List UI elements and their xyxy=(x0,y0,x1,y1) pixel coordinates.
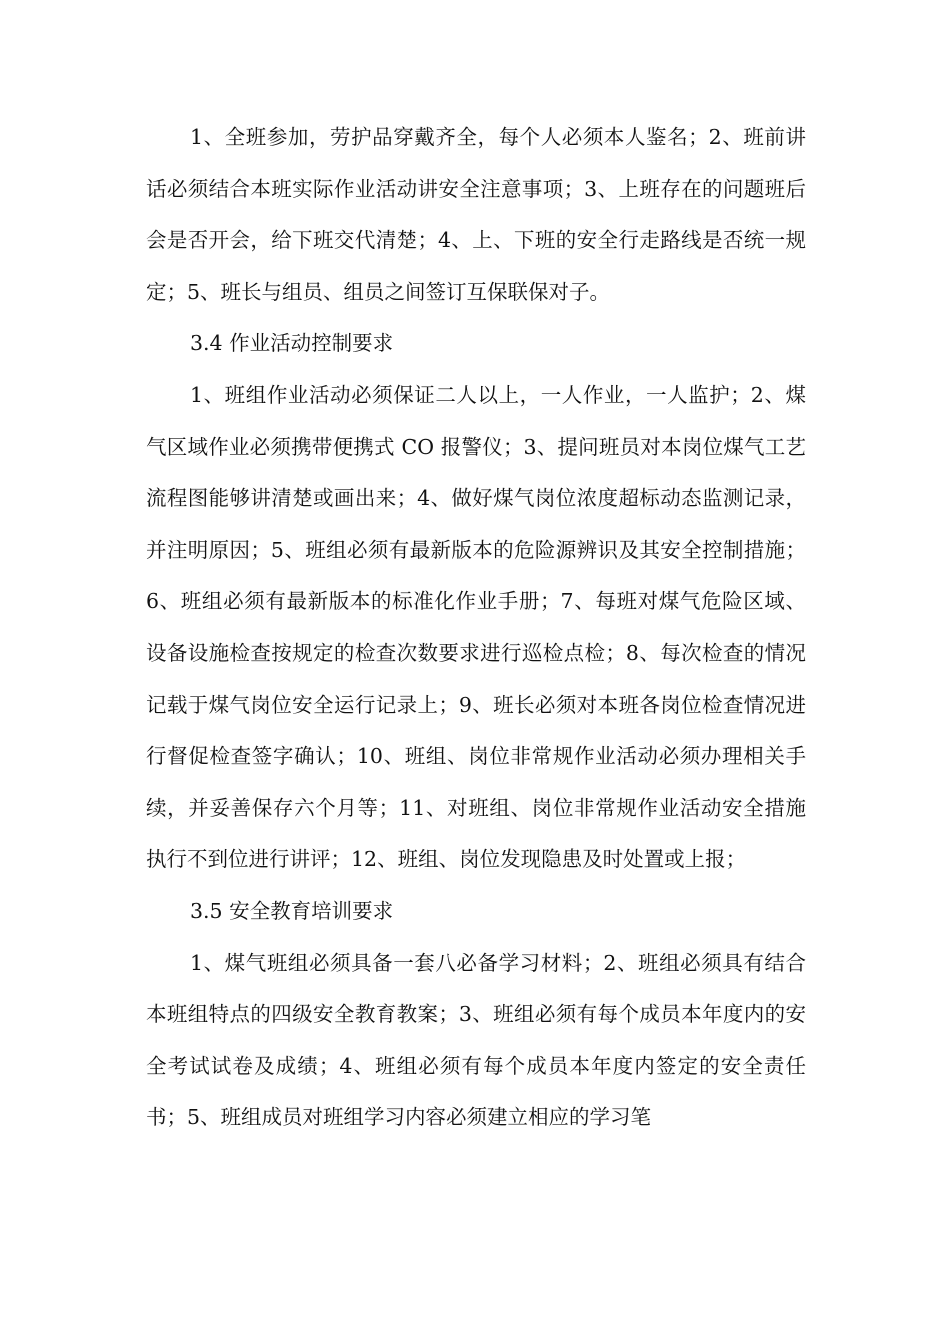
paragraph-shift-meeting-requirements: 1、全班参加，劳护品穿戴齐全，每个人必须本人鉴名；2、班前讲话必须结合本班实际作业活动讲安全注意事项；3、上班存在的问题班后会是否开会，给下班交代清楚；4、上、下班的安全行走路线是否统一规定；5、班长与组员、组员之间签订互保联保对子。 xyxy=(146,125,806,304)
paragraph-safety-training: 1、煤气班组必须具备一套八必备学习材料；2、班组必须具有结合本班组特点的四级安全教育教案；3、班组必须有每个成员本年度内的安全考试试卷及成绩；4、班组必须有每个成员本年度内签定的安全责任书；5、班组成员对班组学习内容必须建立相应的学习笔 xyxy=(146,950,806,1130)
section-heading-3-5: 3.5 安全教育培训要求 xyxy=(190,898,394,923)
paragraph-work-activity-control: 1、班组作业活动必须保证二人以上，一人作业，一人监护；2、煤气区域作业必须携带便携式 CO 报警仪；3、提问班员对本岗位煤气工艺流程图能够讲清楚或画出来；4、做好煤气岗位浓度超标动态监测记录，并注明原因；5、班组必须有最新版本的危险源辨识及其安全控制措施；6、班组必须有最新版本的标准化作业手册；7、每班对煤气危险区域、设备设施检查按规定的检查次数要求进行巡检点检；8、每次检查的情况记载于煤气岗位安全运行记录上；9、班长必须对本班各岗位检查情况进行督促检查签字确认；10、班组、岗位非常规作业活动必须办理相关手续，并妥善保存六个月等；11、对班组、岗位非常规作业活动安全措施执行不到位进行讲评；12、班组、岗位发现隐患及时处置或上报； xyxy=(146,382,806,872)
section-heading-3-4: 3.4 作业活动控制要求 xyxy=(190,331,394,356)
document-body xyxy=(146,112,806,1144)
